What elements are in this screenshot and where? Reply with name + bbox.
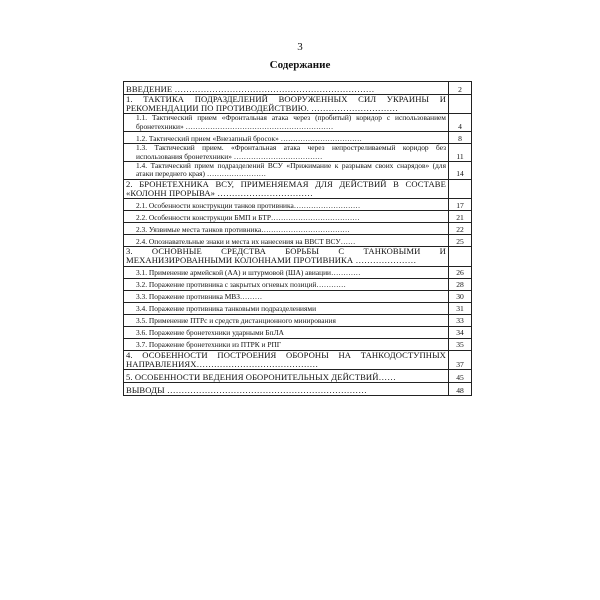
toc-entry-text: 2. БРОНЕТЕХНИКА ВСУ, ПРИМЕНЯЕМАЯ ДЛЯ ДЕЙСТВИЙ В СОСТАВЕ «КОЛОНН ПРОРЫВА» …………………………… <box>124 179 449 198</box>
toc-entry-page: 2 <box>449 82 472 95</box>
toc-entry-text: 3.4. Поражение противника танковыми подразделениями <box>124 302 449 314</box>
toc-entry-text: 3.2. Поражение противника с закрытых огневых позиций………… <box>124 278 449 290</box>
toc-entry-page: 8 <box>449 132 472 144</box>
toc-row <box>124 235 472 247</box>
toc-row <box>124 82 472 95</box>
toc-entry-text: 2.2. Особенности конструкции БМП и БТР……………………………… <box>124 211 449 223</box>
toc-row <box>124 132 472 144</box>
toc-entry-text: 1.1. Тактический прием «Фронтальная атака через (пробитый) коридор с использованием бронетехники» …………………………………………………… <box>124 114 449 132</box>
toc-entry-page <box>449 95 472 114</box>
toc-entry-text: 1.2. Тактический прием «Внезапный бросок» …………………………… <box>124 132 449 144</box>
toc-row <box>124 162 472 180</box>
toc-entry-text: 2.4. Опознавательные знаки и места их нанесения на ВВСТ ВСУ…… <box>124 235 449 247</box>
toc-row <box>124 350 472 369</box>
toc-entry-page: 37 <box>449 350 472 369</box>
toc-entry-page: 11 <box>449 144 472 162</box>
toc-entry-text: 4. ОСОБЕННОСТИ ПОСТРОЕНИЯ ОБОРОНЫ НА ТАНКОДОСТУПНЫХ НАПРАВЛЕНИЯХ…………………………………… <box>124 350 449 369</box>
toc-row <box>124 199 472 211</box>
toc-row <box>124 302 472 314</box>
toc-row <box>124 290 472 302</box>
toc-row <box>124 179 472 198</box>
toc-entry-page: 21 <box>449 211 472 223</box>
toc-entry-text: 3.6. Поражение бронетехники ударными БпЛА <box>124 326 449 338</box>
toc-entry-text: 3.7. Поражение бронетехники из ПТРК и РПГ <box>124 338 449 350</box>
toc-entry-page: 14 <box>449 162 472 180</box>
toc-entry-text: 3.1. Применение армейской (АА) и штурмовой (ША) авиации………… <box>124 266 449 278</box>
toc-entry-text: 5. ОСОБЕННОСТИ ВЕДЕНИЯ ОБОРОНИТЕЛЬНЫХ ДЕЙСТВИЙ…… <box>124 370 449 383</box>
page-number: 3 <box>297 41 303 53</box>
toc-row <box>124 223 472 235</box>
toc-entry-page: 17 <box>449 199 472 211</box>
toc-entry-page: 22 <box>449 223 472 235</box>
toc-entry-page: 25 <box>449 235 472 247</box>
toc-row <box>124 370 472 383</box>
toc-row <box>124 326 472 338</box>
toc-row <box>124 144 472 162</box>
toc-row <box>124 247 472 266</box>
toc-entry-text: 2.1. Особенности конструкции танков противника……………………… <box>124 199 449 211</box>
toc-row <box>124 114 472 132</box>
toc-entry-text: ВВЕДЕНИЕ …………………………………………………………… <box>124 82 449 95</box>
toc-entry-text: 1. ТАКТИКА ПОДРАЗДЕЛЕНИЙ ВООРУЖЕННЫХ СИЛ УКРАИНЫ И РЕКОМЕНДАЦИИ ПО ПРОТИВОДЕЙСТВИЮ. ………………………… <box>124 95 449 114</box>
toc-entry-page: 34 <box>449 326 472 338</box>
toc-entry-page: 26 <box>449 266 472 278</box>
toc-entry-page: 48 <box>449 383 472 396</box>
toc-entry-text: ВЫВОДЫ …………………………………………………………… <box>124 383 449 396</box>
toc-entry-text: 3. ОСНОВНЫЕ СРЕДСТВА БОРЬБЫ С ТАНКОВЫМИ И МЕХАНИЗИРОВАННЫМИ КОЛОННАМИ ПРОТИВНИКА ………………… <box>124 247 449 266</box>
toc-row <box>124 314 472 326</box>
toc-entry-page: 28 <box>449 278 472 290</box>
toc-entry-text: 3.5. Применение ПТРс и средств дистанционного минирования <box>124 314 449 326</box>
toc-entry-page: 35 <box>449 338 472 350</box>
toc-entry-page: 30 <box>449 290 472 302</box>
toc-row <box>124 95 472 114</box>
toc-entry-page: 45 <box>449 370 472 383</box>
toc-entry-page: 33 <box>449 314 472 326</box>
page-title: Содержание <box>269 59 331 71</box>
toc-entry-page <box>449 247 472 266</box>
toc-table <box>123 81 472 396</box>
toc-row <box>124 383 472 396</box>
toc-row <box>124 338 472 350</box>
toc-entry-text: 2.3. Уязвимые места танков противника……………………………… <box>124 223 449 235</box>
toc-entry-text: 1.3. Тактический прием. «Фронтальная атака через непростреливаемый коридор без использования бронетехники» ……………………………… <box>124 144 449 162</box>
toc-row <box>124 278 472 290</box>
toc-entry-page: 4 <box>449 114 472 132</box>
toc-entry-page <box>449 179 472 198</box>
toc-entry-text: 1.4. Тактический прием подразделений ВСУ «Прижимание к разрывам своих снарядов» (для атаки переднего края) …………………… <box>124 162 449 180</box>
toc-entry-page: 31 <box>449 302 472 314</box>
toc-entry-text: 3.3. Поражение противника МВЗ……… <box>124 290 449 302</box>
toc-row <box>124 266 472 278</box>
toc-row <box>124 211 472 223</box>
